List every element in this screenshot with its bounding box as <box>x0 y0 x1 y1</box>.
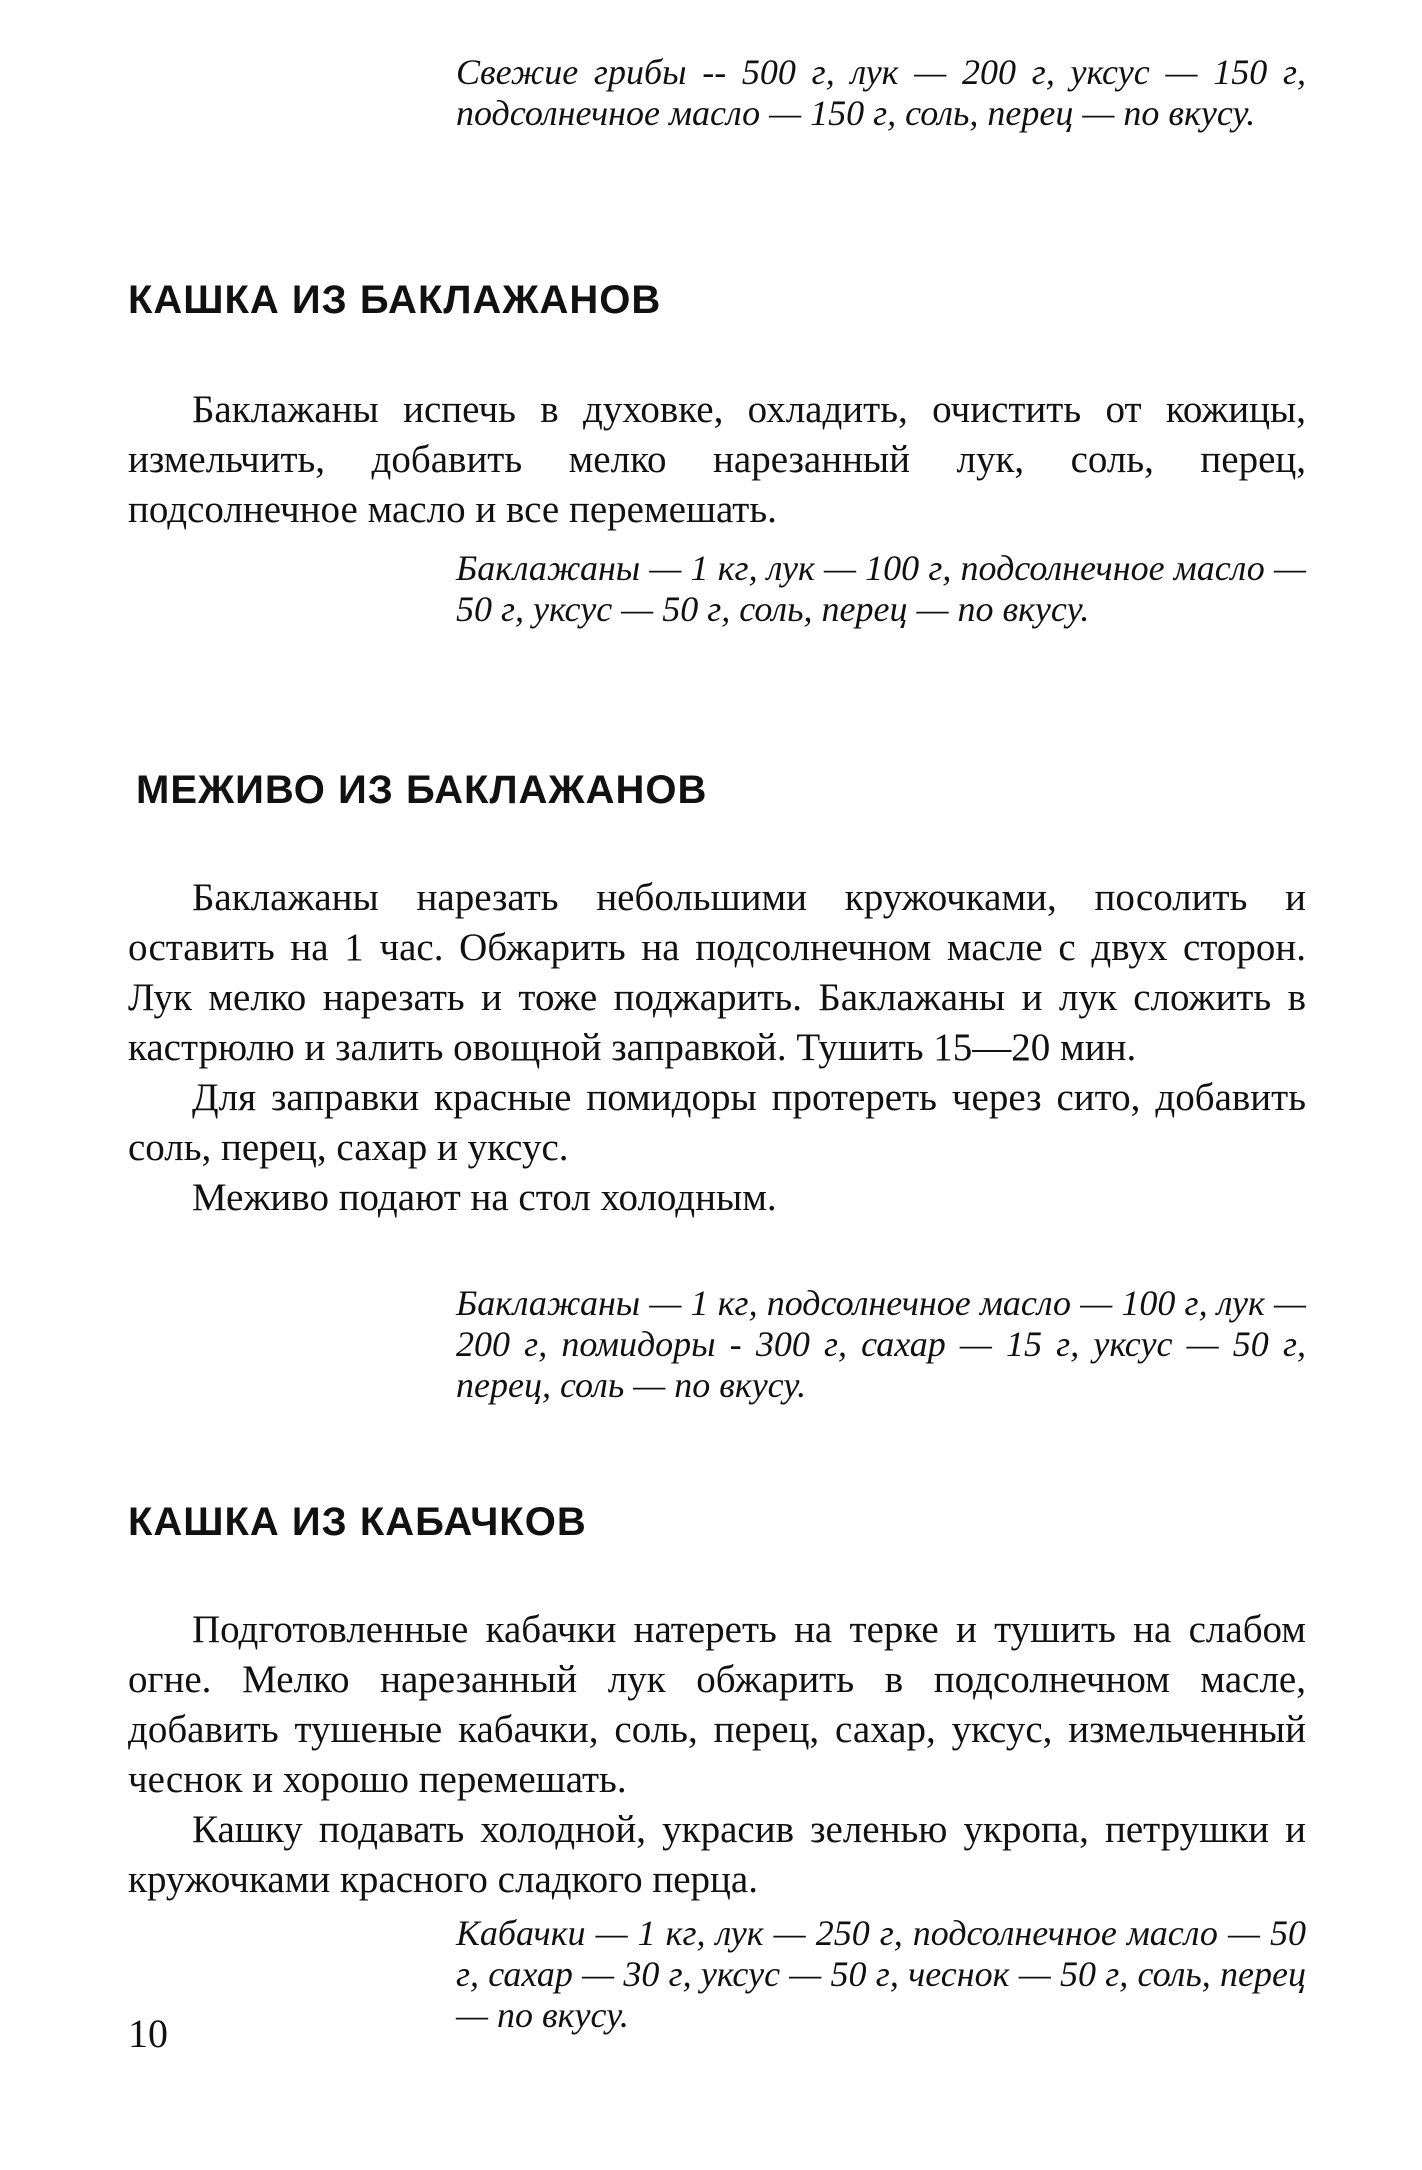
ingredients-eggplant-kashka: Баклажаны — 1 кг, лук — 100 г, подсолнечное масло — 50 г, уксус — 50 г, соль, перец — по вкусу. <box>456 548 1306 629</box>
paragraph: Баклажаны нарезать небольшими кружочками, посолить и оставить на 1 час. Обжарить на подсолнечном масле с двух сторон. Лук мелко нарезать и тоже поджарить. Баклажаны и лук сложить в кастрюлю и залить овощной заправкой. Тушить 15—20 мин. <box>128 876 1306 1069</box>
paragraph: Кашку подавать холодной, украсив зеленью укропа, петрушки и кружочками красного сладкого перца. <box>128 1808 1306 1901</box>
recipe-title-zucchini-kashka: КАШКА ИЗ КАБАЧКОВ <box>128 1500 587 1544</box>
paragraph: Для заправки красные помидоры протереть через сито, добавить соль, перец, сахар и уксус. <box>128 1076 1306 1169</box>
ingredients-mushrooms: Свежие грибы -- 500 г, лук — 200 г, уксус — 150 г, подсолнечное масло — 150 г, соль, перец — по вкусу. <box>456 52 1306 133</box>
ingredients-zucchini-kashka: Кабачки — 1 кг, лук — 250 г, подсолнечное масло — 50 г, сахар — 30 г, уксус — 50 г, чеснок — 50 г, соль, перец — по вкусу. <box>456 1913 1306 2035</box>
paragraph: Баклажаны испечь в духовке, охладить, очистить от кожицы, измельчить, добавить мелко нарезанный лук, соль, перец, подсолнечное масло и все перемешать. <box>128 388 1306 531</box>
page-number: 10 <box>128 2011 168 2056</box>
recipe-body-zucchini-kashka <box>128 1605 1306 1905</box>
recipe-body-eggplant-kashka <box>128 385 1306 535</box>
ingredients-eggplant-mezhivo: Баклажаны — 1 кг, подсолнечное масло — 100 г, лук — 200 г, помидоры - 300 г, сахар — 15 г, уксус — 50 г, перец, соль — по вкусу. <box>456 1283 1306 1405</box>
recipe-title-eggplant-kashka: КАШКА ИЗ БАКЛАЖАНОВ <box>128 278 662 322</box>
paragraph: Подготовленные кабачки натереть на терке и тушить на слабом огне. Мелко нарезанный лук обжарить в подсолнечном масле, добавить тушеные кабачки, соль, перец, сахар, уксус, измельченный чеснок и хорошо перемешать. <box>128 1608 1306 1801</box>
paragraph: Меживо подают на стол холодным. <box>192 1176 777 1219</box>
recipe-body-eggplant-mezhivo <box>128 873 1306 1223</box>
recipe-title-eggplant-mezhivo: МЕЖИВО ИЗ БАКЛАЖАНОВ <box>136 768 708 812</box>
